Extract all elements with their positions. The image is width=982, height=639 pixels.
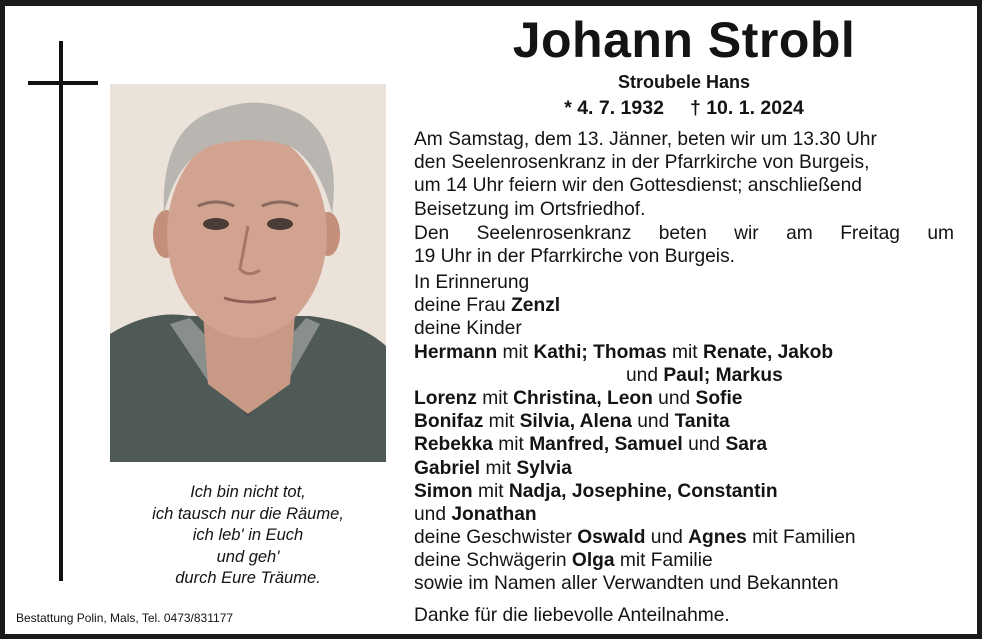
family-row (414, 503, 954, 526)
connector: mit (485, 457, 512, 479)
connector: mit (477, 480, 504, 502)
poem-line: ich leb' in Euch (192, 526, 304, 544)
connector: und (414, 503, 447, 525)
announcement-line: um 14 Uhr feiern wir den Gottesdienst; anschließend (414, 175, 862, 197)
family-name: Jonathan (451, 503, 537, 525)
family-row (414, 387, 954, 410)
announcement-line: Den Seelenrosenkranz beten wir am Freitag um (414, 223, 954, 244)
announcement-line: Am Samstag, dem 13. Jänner, beten wir um 13.30 Uhr (414, 129, 877, 150)
connector: mit (488, 411, 515, 433)
birth-date: * 4. 7. 1932 (564, 97, 664, 119)
family-name: Hermann (414, 341, 498, 363)
connector: und (626, 364, 659, 386)
connector: und (658, 387, 691, 409)
family-row (414, 457, 954, 480)
family-name: Sylvia (516, 457, 572, 479)
connector: mit Familien (752, 527, 856, 549)
family-name: Olga (571, 550, 615, 572)
connector: mit (482, 387, 508, 409)
family-row (414, 526, 954, 549)
poem-line: ich tausch nur die Räume, (152, 504, 344, 523)
deceased-name: Johann Strobl (512, 12, 856, 68)
family-row (414, 364, 954, 387)
funeral-home-footer: Bestattung Polin, Mals, Tel. 0473/831177 (16, 611, 234, 625)
relation-label: deine Schwägerin (414, 550, 567, 572)
relation-label: deine Frau (414, 295, 506, 317)
nickname: Stroubele Hans (617, 72, 751, 92)
family-name: Paul; Markus (663, 364, 783, 386)
family-row (414, 294, 954, 317)
family-row (414, 480, 954, 503)
connector: und (688, 434, 721, 456)
family-name: Bonifaz (414, 411, 484, 433)
poem-line: durch Eure Träume. (175, 569, 321, 587)
announcement-line: den Seelenrosenkranz in der Pfarrkirche von Burgeis, (414, 152, 870, 174)
family-name: Simon (414, 480, 473, 502)
death-date: † 10. 1. 2024 (689, 97, 804, 119)
family-name: Nadja, Josephine, Constantin (508, 480, 778, 502)
relation-label: deine Geschwister (414, 527, 572, 549)
children-label: deine Kinder (414, 318, 522, 340)
family-name: Zenzl (511, 295, 561, 317)
service-announcement (414, 128, 954, 221)
connector: mit (498, 434, 524, 456)
family-row (414, 433, 954, 456)
cross-icon-horizontal (28, 81, 98, 85)
connector: mit Familie (619, 550, 713, 572)
connector: und (637, 411, 670, 433)
family-name: Kathi; Thomas (533, 341, 667, 363)
family-name: Silvia, Alena (519, 411, 632, 433)
cross-icon-vertical (59, 41, 63, 581)
family-name: Renate, Jakob (702, 341, 834, 363)
connector: mit (502, 341, 529, 363)
family-name: Sara (725, 434, 768, 456)
family-name: Gabriel (414, 457, 481, 479)
family-name: Lorenz (414, 387, 477, 409)
connector: mit (672, 341, 698, 363)
poem-line: und geh' (216, 547, 280, 566)
poem-line: Ich bin nicht tot, (190, 483, 306, 501)
family-name: Oswald (577, 527, 646, 549)
announcement-line: 19 Uhr in der Pfarrkirche von Burgeis. (414, 246, 735, 268)
family-row (414, 341, 954, 364)
family-row: sowie im Namen aller Verwandten und Bekannten (414, 573, 839, 595)
family-name: Tanita (674, 411, 730, 433)
family-name: Rebekka (414, 434, 493, 456)
rosary-announcement (414, 222, 954, 268)
family-name: Manfred, Samuel (529, 434, 683, 456)
family-intro: In Erinnerung (414, 272, 530, 293)
connector: und (650, 527, 683, 549)
memorial-poem (110, 482, 386, 590)
family-name: Christina, Leon (513, 387, 653, 409)
life-dates (414, 95, 954, 121)
portrait-photo (110, 84, 386, 462)
thanks-line: Danke für die liebevolle Anteilnahme. (414, 605, 730, 626)
family-row (414, 549, 954, 572)
family-name: Agnes (688, 527, 747, 549)
announcement-line: Beisetzung im Ortsfriedhof. (414, 198, 646, 220)
family-row (414, 410, 954, 433)
family-name: Sofie (695, 387, 743, 409)
family-list (414, 271, 954, 596)
